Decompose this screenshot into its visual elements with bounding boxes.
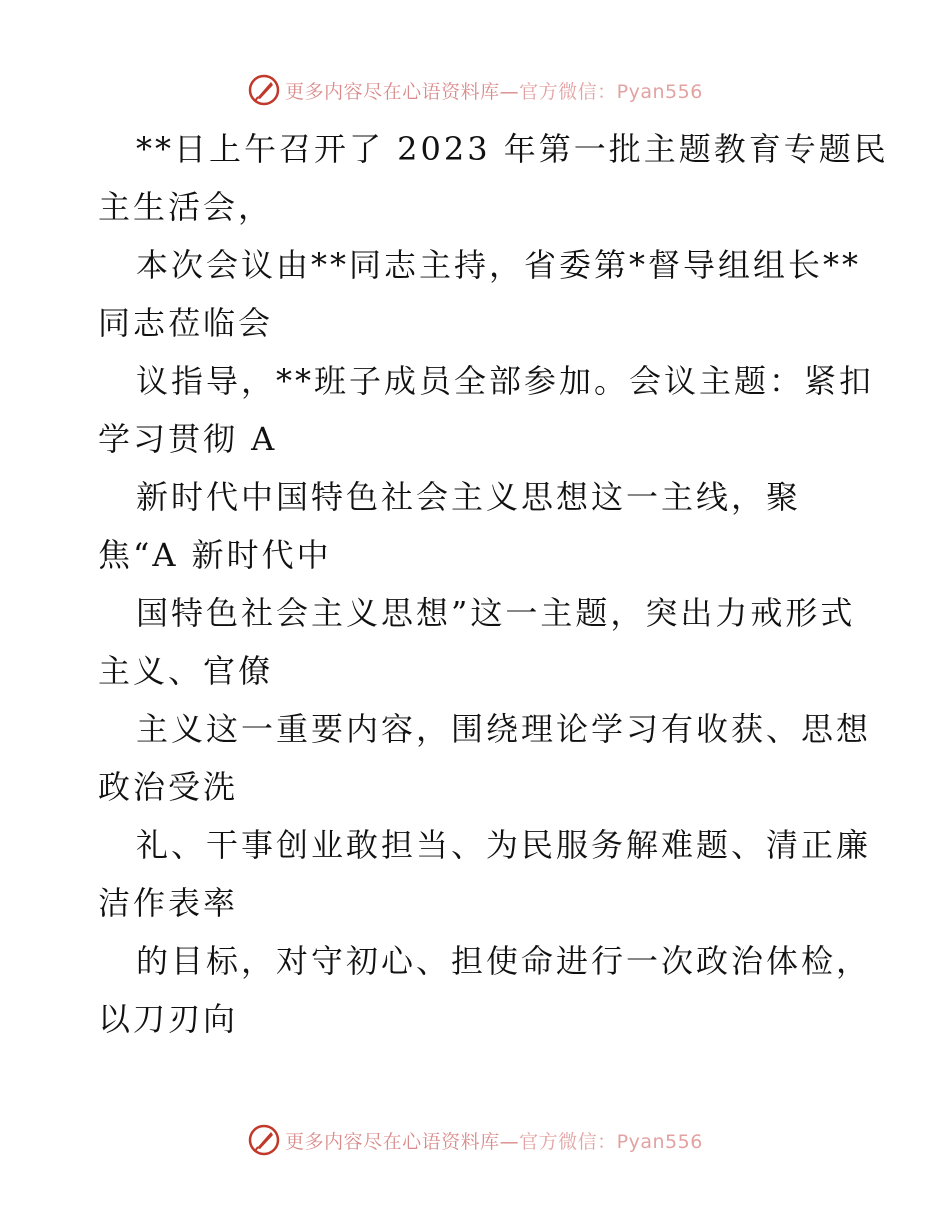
text-line-2: 主生活会， [98,188,274,226]
text-line-11: 主义这一重要内容，围绕理论学习有收获、思想 [136,710,872,748]
text-line-9: 国特色社会主义思想”这一主题，突出力戒形式 [136,594,856,632]
text-line-13: 礼、干事创业敢担当、为民服务解难题、清正廉 [136,826,872,864]
text-line-6: 学习贯彻 A [98,420,278,458]
document-body [98,120,889,1048]
text-line-12: 政治受洗 [98,768,239,806]
watermark-wechat: 官方微信：Pyan556 [519,1130,703,1153]
text-line-10: 主义、官僚 [98,652,274,690]
text-line-7: 新时代中国特色社会主义思想这一主线，聚 [136,478,802,516]
text-line-1: **日上午召开了 2023 年第一批主题教育专题民 [136,130,889,168]
watermark-wechat: 官方微信：Pyan556 [519,80,703,103]
text-line-8: 焦“A 新时代中 [98,536,332,574]
footer-watermark [0,1120,950,1160]
text-line-4: 同志莅临会 [98,304,274,342]
quill-logo-icon [247,73,281,107]
text-line-14: 洁作表率 [98,884,239,922]
quill-logo-icon [247,1123,281,1157]
text-line-15: 的目标，对守初心、担使命进行一次政治体检， [136,942,872,980]
text-line-5: 议指导，**班子成员全部参加。会议主题：紧扣 [136,362,875,400]
header-watermark [0,70,950,110]
text-line-16: 以刀刃向 [98,1000,239,1038]
watermark-text: 更多内容尽在心语资料库— [285,80,520,103]
watermark-text: 更多内容尽在心语资料库— [285,1130,520,1153]
text-line-3: 本次会议由**同志主持，省委第*督导组组长** [136,246,862,284]
